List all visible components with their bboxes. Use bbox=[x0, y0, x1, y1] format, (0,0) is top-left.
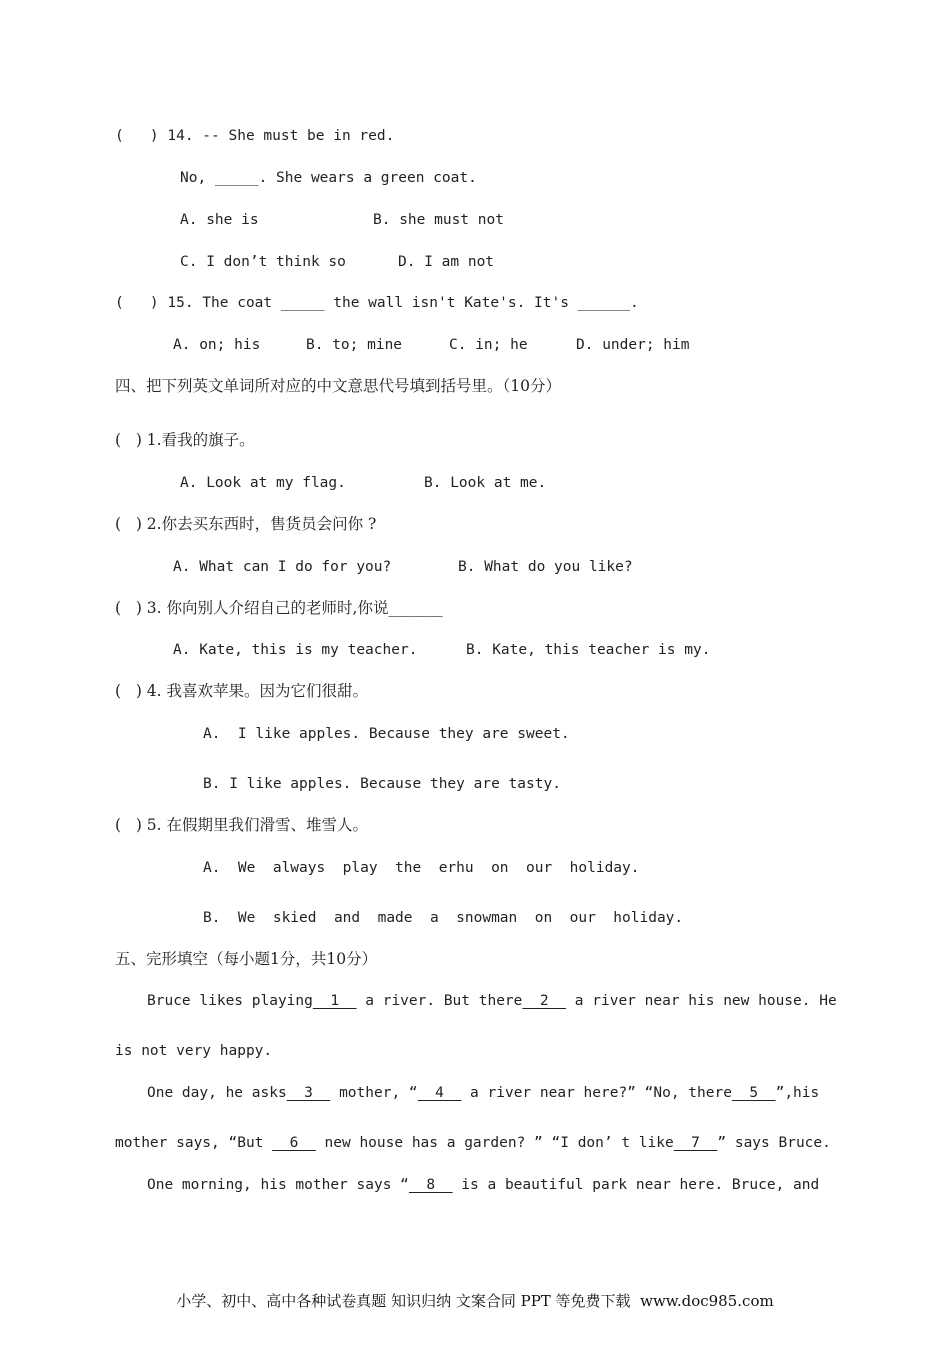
section5-title: 五、完形填空（每小题1分，共10分） bbox=[115, 950, 378, 968]
cloze-text: ” says Bruce. bbox=[717, 1135, 831, 1151]
s4-q1-option-b: B. Look at me. bbox=[424, 475, 547, 491]
cloze-text: is a beautiful park near here. Bruce, and bbox=[452, 1177, 820, 1193]
cloze-blank-2: 2 bbox=[522, 993, 567, 1009]
cloze-paragraph-2-line-2 bbox=[115, 1133, 831, 1153]
page-footer: 小学、初中、高中各种试卷真题 知识归纳 文案合同 PPT 等免费下载 www.doc985.com bbox=[176, 1292, 774, 1310]
cloze-blank-1: 1 bbox=[312, 993, 357, 1009]
q14-line2: No, _____. She wears a green coat. bbox=[180, 170, 477, 186]
cloze-text: ”,his bbox=[775, 1085, 820, 1101]
cloze-text: One day, he asks bbox=[147, 1085, 287, 1101]
cloze-blank-7: 7 bbox=[673, 1135, 718, 1151]
cloze-text: Bruce likes playing bbox=[147, 993, 313, 1009]
s4-q5-stem: ( ) 5. 在假期里我们滑雪、堆雪人。 bbox=[115, 816, 369, 834]
s4-q1-stem: ( ) 1.看我的旗子。 bbox=[115, 431, 255, 449]
s4-q5-option-b: B. We skied and made a snowman on our holiday. bbox=[203, 910, 684, 926]
s4-q5-option-a: A. We always play the erhu on our holiday. bbox=[203, 860, 640, 876]
cloze-blank-8: 8 bbox=[408, 1177, 453, 1193]
cloze-text: One morning, his mother says “ bbox=[147, 1177, 409, 1193]
cloze-paragraph-3-line-1 bbox=[147, 1175, 819, 1195]
cloze-paragraph-1-line-1 bbox=[147, 991, 837, 1011]
q15-option-c: C. in; he bbox=[449, 337, 528, 353]
s4-q4-option-a: A. I like apples. Because they are sweet. bbox=[203, 726, 570, 742]
cloze-blank-6: 6 bbox=[272, 1135, 316, 1151]
cloze-text: a river near his new house. He bbox=[566, 993, 837, 1009]
q15-option-a: A. on; his bbox=[173, 337, 261, 353]
cloze-text: new house has a garden? ” “I don’ t like bbox=[315, 1135, 674, 1151]
s4-q2-option-a: A. What can I do for you? bbox=[173, 559, 392, 575]
cloze-text: mother, “ bbox=[330, 1085, 418, 1101]
q15-option-b: B. to; mine bbox=[306, 337, 403, 353]
s4-q2-option-b: B. What do you like? bbox=[458, 559, 633, 575]
q14-option-b: B. she must not bbox=[373, 212, 504, 228]
s4-q3-stem: ( ) 3. 你向别人介绍自己的老师时,你说_______ bbox=[115, 599, 443, 617]
cloze-paragraph-2-line-1 bbox=[147, 1083, 819, 1103]
cloze-text: a river. But there bbox=[356, 993, 523, 1009]
q14-option-a: A. she is bbox=[180, 212, 259, 228]
q14-option-c: C. I don’t think so bbox=[180, 254, 346, 270]
q15-stem: ( ) 15. The coat _____ the wall isn't Kate's. It's ______. bbox=[115, 295, 639, 311]
cloze-text: a river near here?” “No, there bbox=[461, 1085, 732, 1101]
cloze-paragraph-1-line-2: is not very happy. bbox=[115, 1043, 273, 1059]
s4-q3-option-a: A. Kate, this is my teacher. bbox=[173, 642, 418, 658]
cloze-blank-3: 3 bbox=[286, 1085, 331, 1101]
cloze-text: mother says, “But bbox=[115, 1135, 273, 1151]
s4-q2-stem: ( ) 2.你去买东西时，售货员会问你 ? bbox=[115, 515, 377, 533]
q14-option-d: D. I am not bbox=[398, 254, 495, 270]
s4-q4-stem: ( ) 4. 我喜欢苹果。因为它们很甜。 bbox=[115, 682, 369, 700]
s4-q4-option-b: B. I like apples. Because they are tasty. bbox=[203, 776, 561, 792]
s4-q3-option-b: B. Kate, this teacher is my. bbox=[466, 642, 711, 658]
q14-stem: ( ) 14. -- She must be in red. bbox=[115, 128, 395, 144]
q15-option-d: D. under; him bbox=[576, 337, 690, 353]
section4-title: 四、把下列英文单词所对应的中文意思代号填到括号里。（10分） bbox=[115, 377, 561, 395]
s4-q1-option-a: A. Look at my flag. bbox=[180, 475, 346, 491]
cloze-blank-5: 5 bbox=[731, 1085, 776, 1101]
cloze-blank-4: 4 bbox=[417, 1085, 462, 1101]
